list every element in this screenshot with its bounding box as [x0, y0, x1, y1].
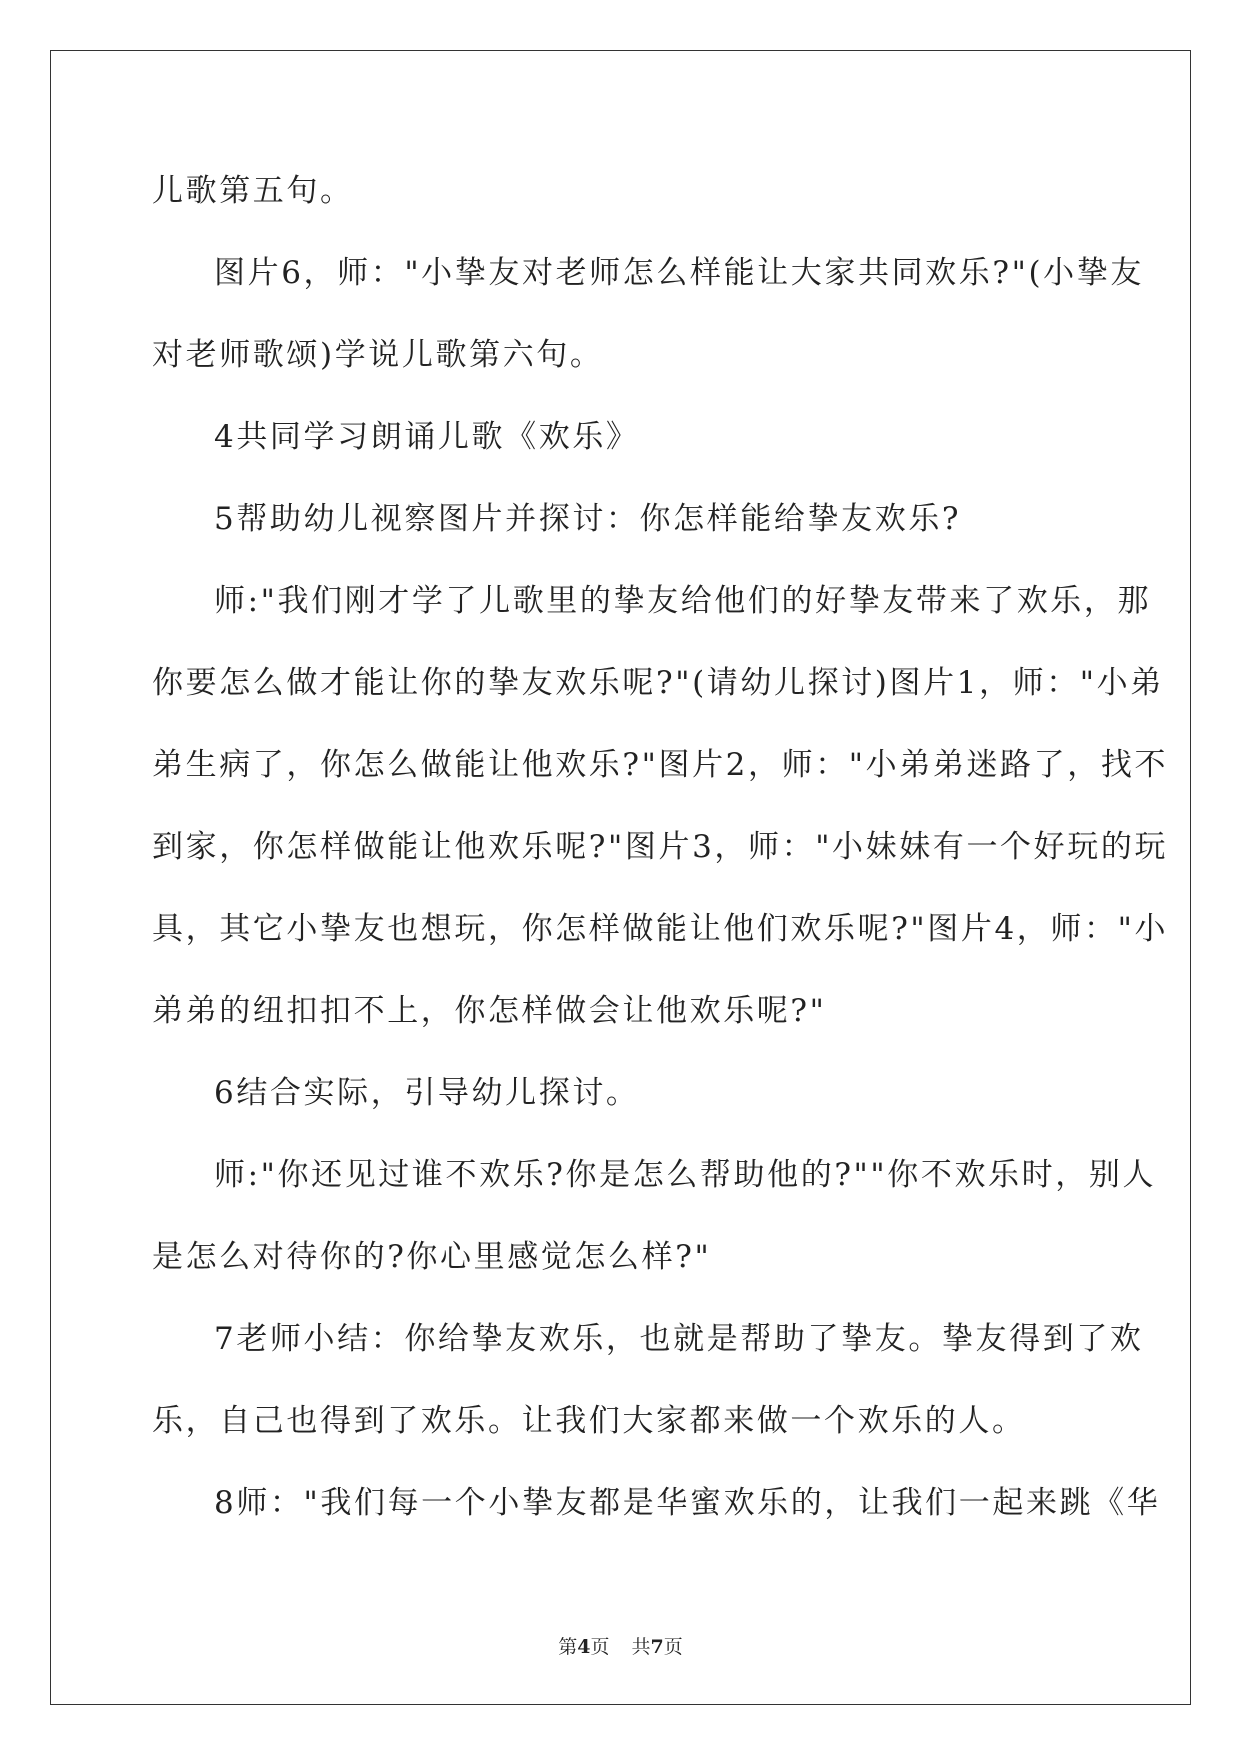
footer-total-prefix: 共	[631, 1636, 651, 1658]
text-line: 儿歌第五句。	[152, 173, 354, 209]
text-line: 具，其它小挚友也想玩，你怎样做能让他们欢乐呢?"图片4，师："小	[152, 911, 1169, 947]
footer-page-unit: 页	[590, 1636, 610, 1658]
current-page-number: 4	[577, 1636, 591, 1658]
page-footer	[0, 1632, 1241, 1659]
text-line: 7老师小结：你给挚友欢乐，也就是帮助了挚友。挚友得到了欢	[214, 1321, 1144, 1357]
text-line: 对老师歌颂)学说儿歌第六句。	[152, 337, 604, 373]
total-pages-number: 7	[650, 1636, 664, 1658]
text-line: 4共同学习朗诵儿歌《欢乐》	[214, 419, 640, 455]
text-line: 你要怎么做才能让你的挚友欢乐呢?"(请幼儿探讨)图片1，师："小弟	[152, 665, 1164, 701]
text-line: 弟弟的纽扣扣不上，你怎样做会让他欢乐呢?"	[152, 993, 827, 1029]
document-body	[152, 150, 1169, 1544]
footer-total-unit: 页	[663, 1636, 683, 1658]
text-line: 6结合实际，引导幼儿探讨。	[214, 1075, 640, 1111]
text-line: 是怎么对待你的?你心里感觉怎么样?"	[152, 1239, 712, 1275]
text-line: 师:"你还见过谁不欢乐?你是怎么帮助他的?""你不欢乐时，别人	[214, 1157, 1157, 1193]
text-line: 师:"我们刚才学了儿歌里的挚友给他们的好挚友带来了欢乐，那	[214, 583, 1152, 619]
footer-prefix: 第	[558, 1636, 578, 1658]
text-line: 乐，自己也得到了欢乐。让我们大家都来做一个欢乐的人。	[152, 1403, 1026, 1439]
text-line: 弟生病了，你怎么做能让他欢乐?"图片2，师："小弟弟迷路了，找不	[152, 747, 1169, 783]
text-line: 5帮助幼儿视察图片并探讨：你怎样能给挚友欢乐?	[214, 501, 962, 537]
text-line: 8师："我们每一个小挚友都是华蜜欢乐的，让我们一起来跳《华	[214, 1485, 1161, 1521]
text-line: 图片6，师："小挚友对老师怎么样能让大家共同欢乐?"(小挚友	[214, 255, 1144, 291]
text-line: 到家，你怎样做能让他欢乐呢?"图片3，师："小妹妹有一个好玩的玩	[152, 829, 1169, 865]
